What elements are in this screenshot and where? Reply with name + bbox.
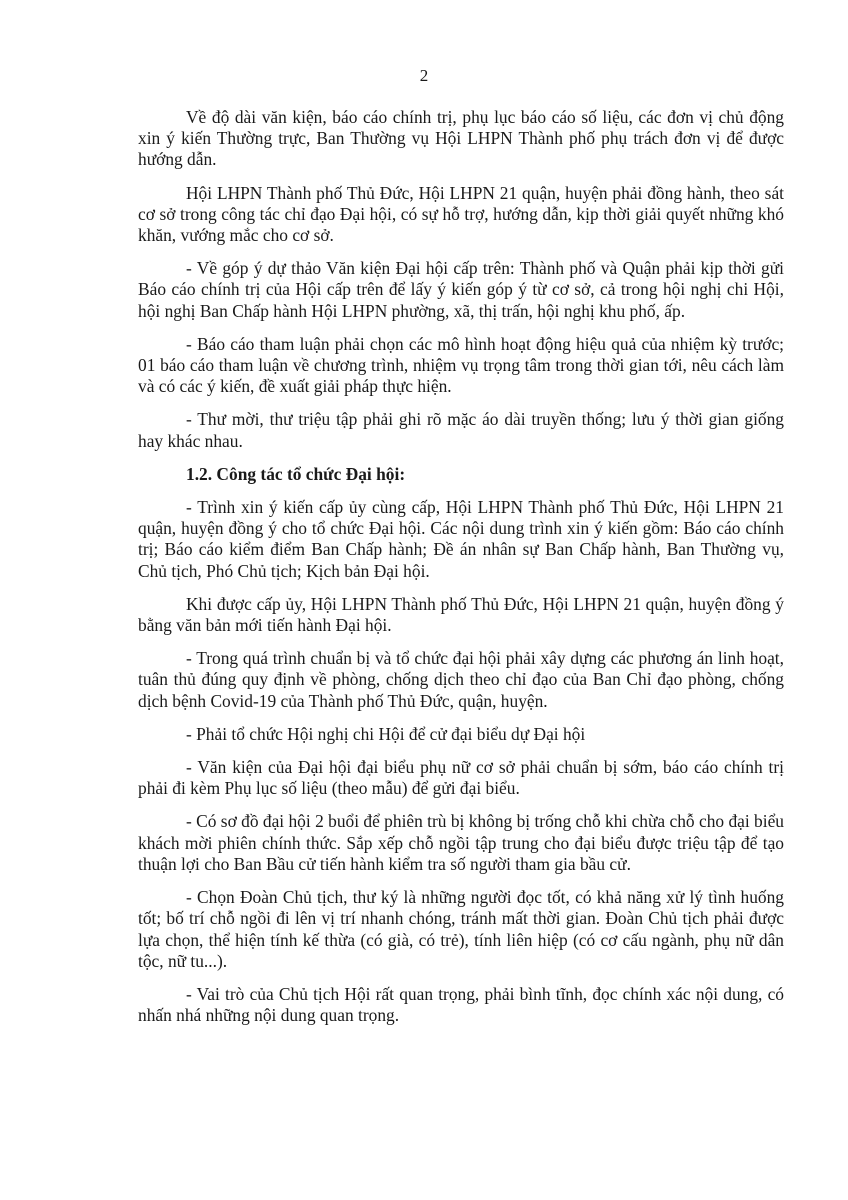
section-heading: 1.2. Công tác tổ chức Đại hội: <box>186 463 406 484</box>
paragraph: - Văn kiện của Đại hội đại biểu phụ nữ cơ sở phải chuẩn bị sớm, báo cáo chính trị phải đi kèm Phụ lục số liệu (theo mẫu) để gửi đại biểu. <box>138 757 784 799</box>
paragraph: - Phải tổ chức Hội nghị chi Hội để cử đại biểu dự Đại hội <box>186 723 586 744</box>
paragraph: Hội LHPN Thành phố Thủ Đức, Hội LHPN 21 quận, huyện phải đồng hành, theo sát cơ sở trong công tác chỉ đạo Đại hội, có sự hỗ trợ, hướng dẫn, kịp thời giải quyết những khó khăn, vướng mắc cho cơ sở. <box>138 182 784 246</box>
paragraph: - Thư mời, thư triệu tập phải ghi rõ mặc áo dài truyền thống; lưu ý thời gian giống hay khác nhau. <box>138 409 784 451</box>
document-body <box>138 107 784 1038</box>
page-number: 2 <box>419 66 429 85</box>
paragraph: - Về góp ý dự thảo Văn kiện Đại hội cấp trên: Thành phố và Quận phải kịp thời gửi Báo cáo chính trị của Hội cấp trên để lấy ý kiến góp ý từ cơ sở, cả trong hội nghị chi Hội, hội nghị Ban Chấp hành Hội LHPN phường, xã, thị trấn, hội nghị khu phố, ấp. <box>138 258 784 321</box>
paragraph: - Vai trò của Chủ tịch Hội rất quan trọng, phải bình tĩnh, đọc chính xác nội dung, có nhấn nhá những nội dung quan trọng. <box>138 983 784 1026</box>
paragraph: - Báo cáo tham luận phải chọn các mô hình hoạt động hiệu quả của nhiệm kỳ trước; 01 báo cáo tham luận về chương trình, nhiệm vụ trọng tâm trong thời gian tới, nêu cách làm và có các ý kiến, đề xuất giải pháp thực hiện. <box>138 333 784 397</box>
paragraph: Về độ dài văn kiện, báo cáo chính trị, phụ lục báo cáo số liệu, các đơn vị chủ động xin ý kiến Thường trực, Ban Thường vụ Hội LHPN Thành phố phụ trách đơn vị để được hướng dẫn. <box>138 107 784 170</box>
paragraph: - Trong quá trình chuẩn bị và tổ chức đại hội phải xây dựng các phương án linh hoạt, tuân thủ đúng quy định về phòng, chống dịch theo chỉ đạo của Ban Chỉ đạo phòng, chống dịch bệnh Covid-19 của Thành phố Thủ Đức, quận, huyện. <box>138 648 784 711</box>
paragraph: Khi được cấp ủy, Hội LHPN Thành phố Thủ Đức, Hội LHPN 21 quận, huyện đồng ý bằng văn bản mới tiến hành Đại hội. <box>138 593 784 636</box>
paragraph: - Chọn Đoàn Chủ tịch, thư ký là những người đọc tốt, có khả năng xử lý tình huống tốt; bố trí chỗ ngồi đi lên vị trí nhanh chóng, tránh mất thời gian. Đoàn Chủ tịch phải được lựa chọn, thể hiện tính kế thừa (có già, có trẻ), tính liên hiệp (có cơ cấu ngành, phụ nữ dân tộc, nữ tu...). <box>138 887 784 971</box>
paragraph: - Có sơ đồ đại hội 2 buổi để phiên trù bị không bị trống chỗ khi chừa chỗ cho đại biểu khách mời phiên chính thức. Sắp xếp chỗ ngồi tập trung cho đại biểu được triệu tập để tạo thuận lợi cho Ban Bầu cử tiến hành kiểm tra số người tham gia bầu cử. <box>138 811 784 874</box>
paragraph: - Trình xin ý kiến cấp ủy cùng cấp, Hội LHPN Thành phố Thủ Đức, Hội LHPN 21 quận, huyện đồng ý cho tổ chức Đại hội. Các nội dung trình xin ý kiến gồm: Báo cáo chính trị; Báo cáo kiểm điểm Ban Chấp hành; Đề án nhân sự Ban Chấp hành, Ban Thường vụ, Chủ tịch, Phó Chủ tịch; Kịch bản Đại hội. <box>138 497 784 581</box>
